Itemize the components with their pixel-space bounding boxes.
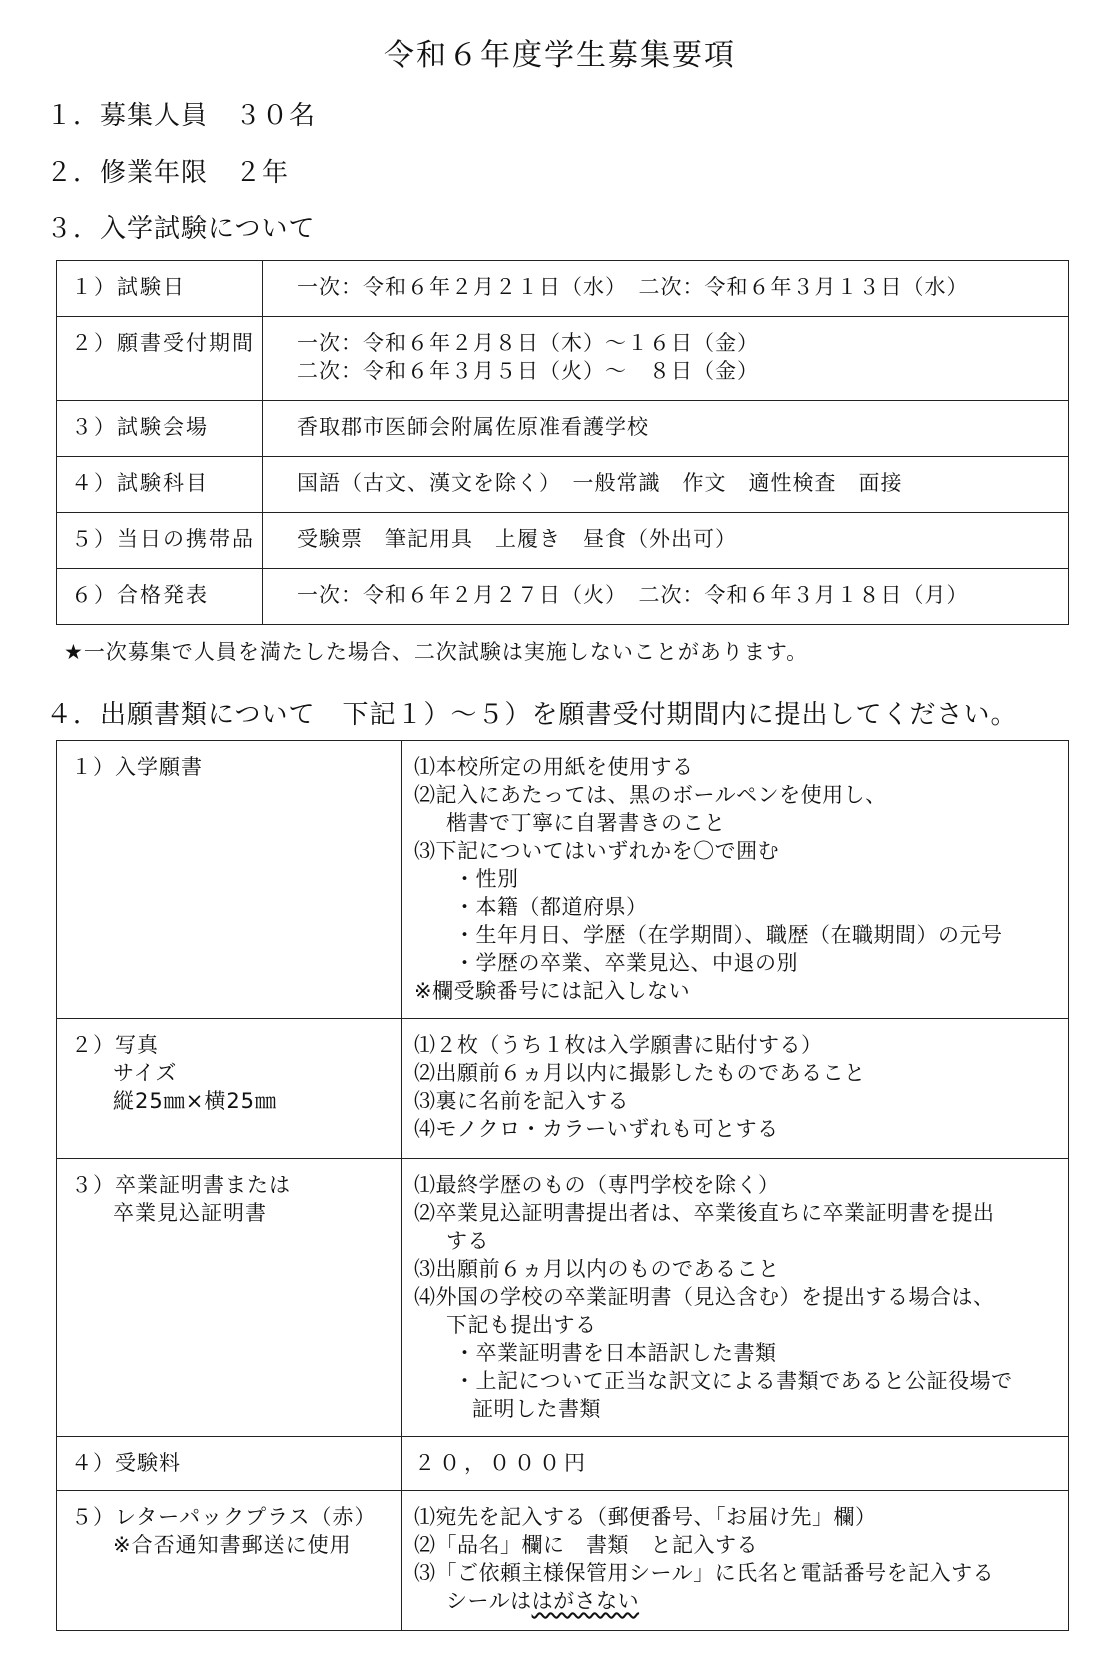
section-entrance-exam: ３．入学試験について <box>46 214 316 244</box>
list-item: ⑷外国の学校の卒業証明書（見込含む）を提出する場合は、 <box>414 1285 995 1309</box>
list-item: ・生年月日、学歴（在学期間）、職歴（在職期間）の元号 <box>454 923 1003 947</box>
table-row <box>57 1437 1069 1491</box>
seal-note-emphasis: はがさない <box>531 1589 640 1613</box>
letterpack-label <box>57 1491 402 1631</box>
application-form-label: １）入学願書 <box>57 741 402 1019</box>
table-row <box>57 1491 1069 1631</box>
items-to-bring-value: 受験票 筆記用具 上履き 昼食（外出可） <box>263 513 1069 569</box>
exam-fee-label: ４）受験料 <box>57 1437 402 1491</box>
table-row <box>57 513 1069 569</box>
list-item: ・上記について正当な訳文による書類であると公証役場で <box>454 1369 1013 1393</box>
section-recruitment-count: １．募集人員 ３０名 <box>46 101 317 131</box>
photo-details <box>402 1019 1069 1159</box>
exam-venue-value: 香取郡市医師会附属佐原准看護学校 <box>263 401 1069 457</box>
section-study-period: ２．修業年限 ２年 <box>46 158 290 188</box>
list-item: ・本籍（都道府県） <box>454 895 648 919</box>
table-row <box>57 1159 1069 1437</box>
photo-label <box>57 1019 402 1159</box>
table-row <box>57 569 1069 625</box>
second-exam-note: ★一次募集で人員を満たした場合、二次試験は実施しないことがあります。 <box>64 640 809 664</box>
list-item: ⑶出願前６ヵ月以内のものであること <box>414 1257 780 1281</box>
letterpack-label-line2: ※合否通知書郵送に使用 <box>113 1533 352 1557</box>
table-row <box>57 1019 1069 1159</box>
list-item <box>414 1587 1058 1615</box>
photo-label-title: ２）写真 <box>71 1033 159 1057</box>
application-documents-table <box>56 740 1069 1631</box>
seal-note-prefix: シールは <box>446 1589 532 1613</box>
exam-info-table <box>56 260 1069 625</box>
results-announcement-label: ６）合格発表 <box>57 569 263 625</box>
section-application-documents: ４．出願書類について 下記１）～５）を願書受付期間内に提出してください。 <box>46 700 1018 730</box>
application-form-details <box>402 741 1069 1019</box>
list-item: 下記も提出する <box>446 1313 597 1337</box>
list-item: ⑵卒業見込証明書提出者は、卒業後直ちに卒業証明書を提出 <box>414 1201 995 1225</box>
list-item: ⑶下記についてはいずれかを〇で囲む <box>414 839 780 863</box>
list-item: ⑶「ご依頼主様保管用シール」に氏名と電話番号を記入する <box>414 1561 995 1585</box>
list-item: 楷書で丁寧に自署書きのこと <box>446 811 726 835</box>
table-row <box>57 261 1069 317</box>
list-item: する <box>446 1229 489 1253</box>
letterpack-details <box>402 1491 1069 1631</box>
page-title: 令和６年度学生募集要項 <box>384 38 736 73</box>
list-item: ⑵「品名」欄に 書類 と記入する <box>414 1533 758 1557</box>
list-item: ・学歴の卒業、卒業見込、中退の別 <box>454 951 798 975</box>
photo-size-heading: サイズ <box>113 1061 178 1085</box>
list-item: ・卒業証明書を日本語訳した書類 <box>454 1341 777 1365</box>
list-item: ※欄受験番号には記入しない <box>414 979 691 1003</box>
graduation-certificate-label <box>57 1159 402 1437</box>
list-item: ⑴宛先を記入する（郵便番号、「お届け先」欄） <box>414 1505 877 1529</box>
list-item: ⑵出願前６ヵ月以内に撮影したものであること <box>414 1061 866 1085</box>
exam-date-value: 一次：令和６年２月２１日（水） 二次：令和６年３月１３日（水） <box>263 261 1069 317</box>
results-announcement-value: 一次：令和６年２月２７日（火） 二次：令和６年３月１８日（月） <box>263 569 1069 625</box>
application-period-value <box>263 317 1069 401</box>
list-item: ⑴最終学歴のもの（専門学校を除く） <box>414 1173 780 1197</box>
list-item: ⑴２枚（うち１枚は入学願書に貼付する） <box>414 1033 823 1057</box>
application-period-second: 二次：令和６年３月５日（火）～ ８日（金） <box>297 359 759 383</box>
list-item: ⑵記入にあたっては、黒のボールペンを使用し、 <box>414 783 887 807</box>
letterpack-label-line1: ５）レターパックプラス（赤） <box>71 1505 377 1529</box>
graduation-certificate-details <box>402 1159 1069 1437</box>
application-period-label: ２）願書受付期間 <box>57 317 263 401</box>
list-item: ⑴本校所定の用紙を使用する <box>414 755 694 779</box>
list-item: 証明した書類 <box>472 1397 601 1421</box>
table-row <box>57 401 1069 457</box>
exam-subjects-value: 国語（古文、漢文を除く） 一般常識 作文 適性検査 面接 <box>263 457 1069 513</box>
graduation-certificate-label-line2: 卒業見込証明書 <box>113 1201 267 1225</box>
photo-size-value: 縦25㎜×横25㎜ <box>113 1089 278 1113</box>
exam-fee-value: ２０，０００円 <box>402 1437 1069 1491</box>
items-to-bring-label: ５）当日の携帯品 <box>57 513 263 569</box>
table-row <box>57 457 1069 513</box>
application-period-first: 一次：令和６年２月８日（木）～１６日（金） <box>297 331 759 355</box>
list-item: ・性別 <box>454 867 519 891</box>
exam-subjects-label: ４）試験科目 <box>57 457 263 513</box>
graduation-certificate-label-line1: ３）卒業証明書または <box>71 1173 291 1197</box>
list-item: ⑷モノクロ・カラーいずれも可とする <box>414 1117 779 1141</box>
exam-venue-label: ３）試験会場 <box>57 401 263 457</box>
exam-date-label: １）試験日 <box>57 261 263 317</box>
table-row <box>57 317 1069 401</box>
table-row <box>57 741 1069 1019</box>
list-item: ⑶裏に名前を記入する <box>414 1089 629 1113</box>
